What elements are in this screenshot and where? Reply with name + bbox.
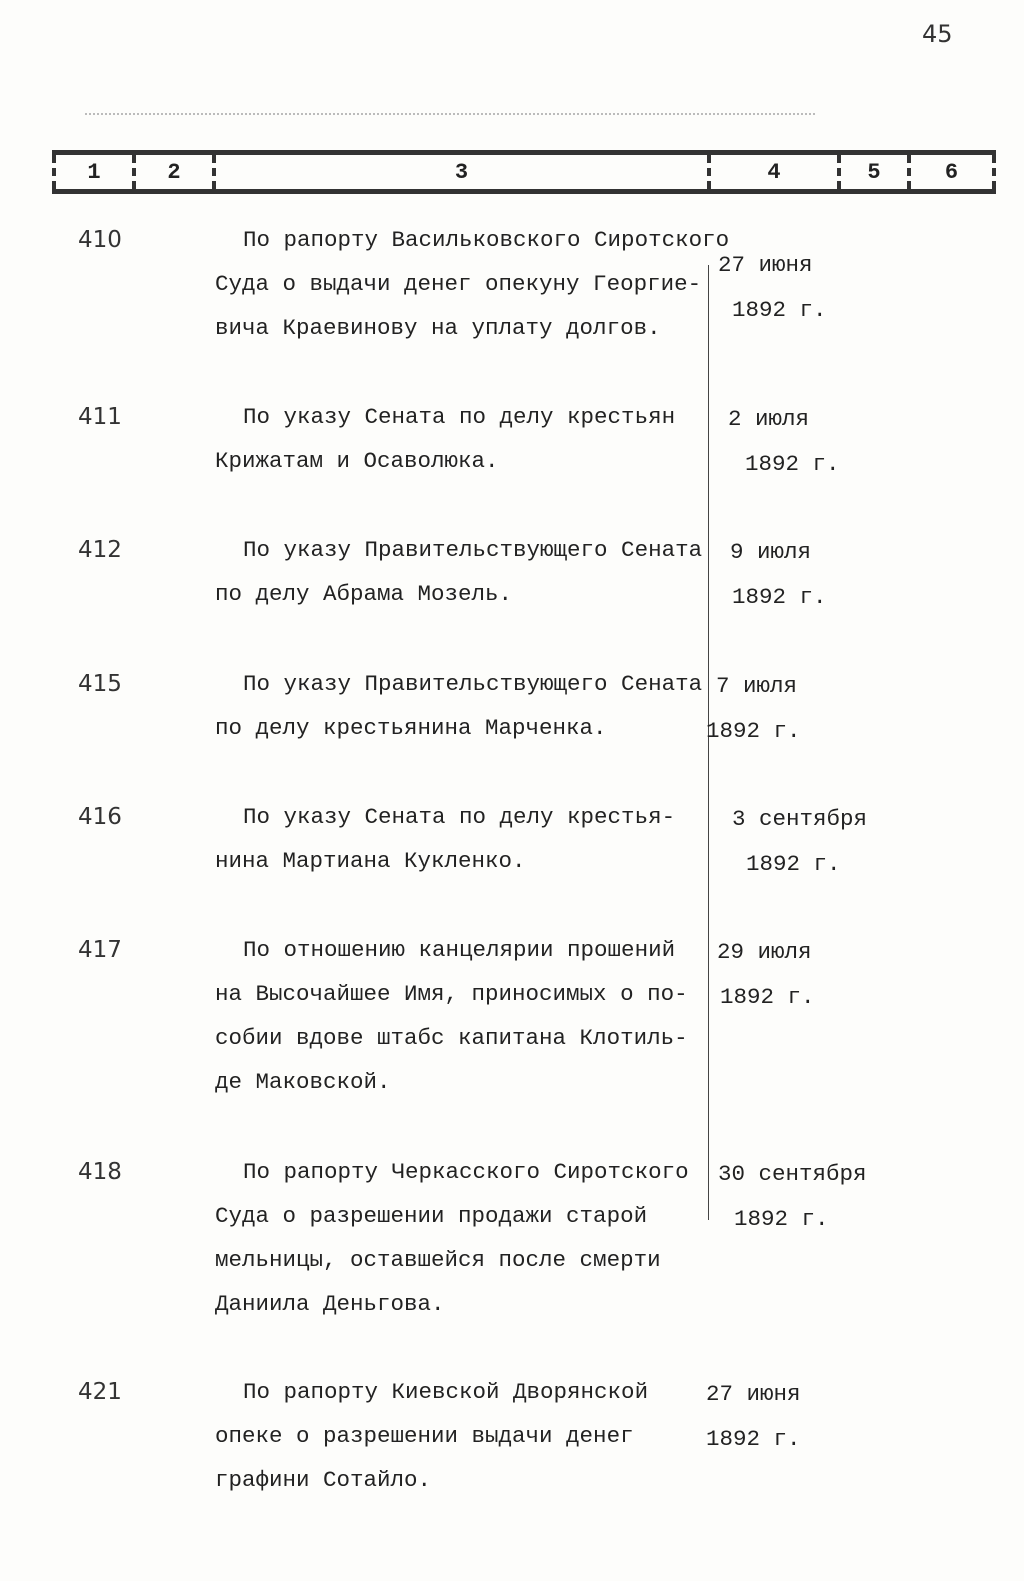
entry-text-line: Даниила Деньгова.	[215, 1291, 445, 1317]
entry-text-line: графини Сотайло.	[215, 1467, 432, 1493]
entry-text-line: собии вдове штабс капитана Клотиль-	[215, 1025, 688, 1051]
entry-text-line: опеке о разрешении выдачи денег	[215, 1423, 634, 1449]
entry-text-line: вича Краевинову на уплату долгов.	[215, 315, 661, 341]
column-header-2: 2	[132, 155, 212, 189]
entry-text-line: По рапорту Черкасского Сиротского	[243, 1159, 689, 1185]
entry-text-line: по делу крестьянина Марченка.	[215, 715, 607, 741]
entry-text-line: По указу Правительствующего Сената	[243, 671, 703, 697]
entry-year: 1892 г.	[746, 851, 841, 877]
entry-text-line: По рапорту Васильковского Сиротского	[243, 227, 730, 253]
entry-year: 1892 г.	[734, 1206, 829, 1232]
entry-text-line: По указу Сената по делу крестьян	[243, 404, 676, 430]
entry-text-line: по делу Абрама Мозель.	[215, 581, 513, 607]
entry-text-line: Суда о выдачи денег опекуну Георгие-	[215, 271, 702, 297]
page-number: 45	[922, 20, 953, 48]
column-header-row	[52, 150, 996, 194]
entry-year: 1892 г.	[706, 718, 801, 744]
entry-date: 27 июня	[718, 252, 813, 278]
entry-text-line: По рапорту Киевской Дворянской	[243, 1379, 649, 1405]
entry-text-line: мельницы, оставшейся после смерти	[215, 1247, 661, 1273]
entry-text-line: По отношению канцелярии прошений	[243, 937, 676, 963]
entry-text-line: Суда о разрешении продажи старой	[215, 1203, 648, 1229]
entry-date: 27 июня	[706, 1381, 801, 1407]
entry-date: 29 июля	[717, 939, 812, 965]
entry-number: 412	[78, 537, 122, 563]
entry-number: 417	[78, 937, 122, 963]
column-header-6: 6	[907, 155, 996, 189]
entry-date: 3 сентября	[732, 806, 868, 832]
entry-year: 1892 г.	[720, 984, 815, 1010]
entry-year: 1892 г.	[745, 451, 840, 477]
entry-number: 418	[78, 1159, 122, 1185]
entry-number: 416	[78, 804, 122, 830]
column-header-1: 1	[52, 155, 132, 189]
entry-date: 9 июля	[730, 539, 812, 565]
entry-number: 411	[78, 404, 122, 430]
entry-number: 415	[78, 671, 122, 697]
entry-number: 421	[78, 1379, 122, 1405]
entry-text-line: Крижатам и Осаволюка.	[215, 448, 499, 474]
entry-text-line: По указу Правительствующего Сената	[243, 537, 703, 563]
entry-date: 2 июля	[728, 406, 810, 432]
entry-date: 7 июля	[716, 673, 798, 699]
column-header-3: 3	[212, 155, 707, 189]
column-header-5: 5	[837, 155, 907, 189]
entry-year: 1892 г.	[732, 297, 827, 323]
entry-number: 410	[78, 227, 122, 253]
entry-year: 1892 г.	[706, 1426, 801, 1452]
entry-date: 30 сентября	[718, 1161, 867, 1187]
column-header-4: 4	[707, 155, 837, 189]
entry-text-line: на Высочайшее Имя, приносимых о по-	[215, 981, 688, 1007]
entry-text-line: По указу Сената по делу крестья-	[243, 804, 676, 830]
entry-text-line: нина Мартиана Кукленко.	[215, 848, 526, 874]
entry-text-line: де Маковской.	[215, 1069, 391, 1095]
entry-year: 1892 г.	[732, 584, 827, 610]
dotted-rule	[85, 113, 815, 115]
